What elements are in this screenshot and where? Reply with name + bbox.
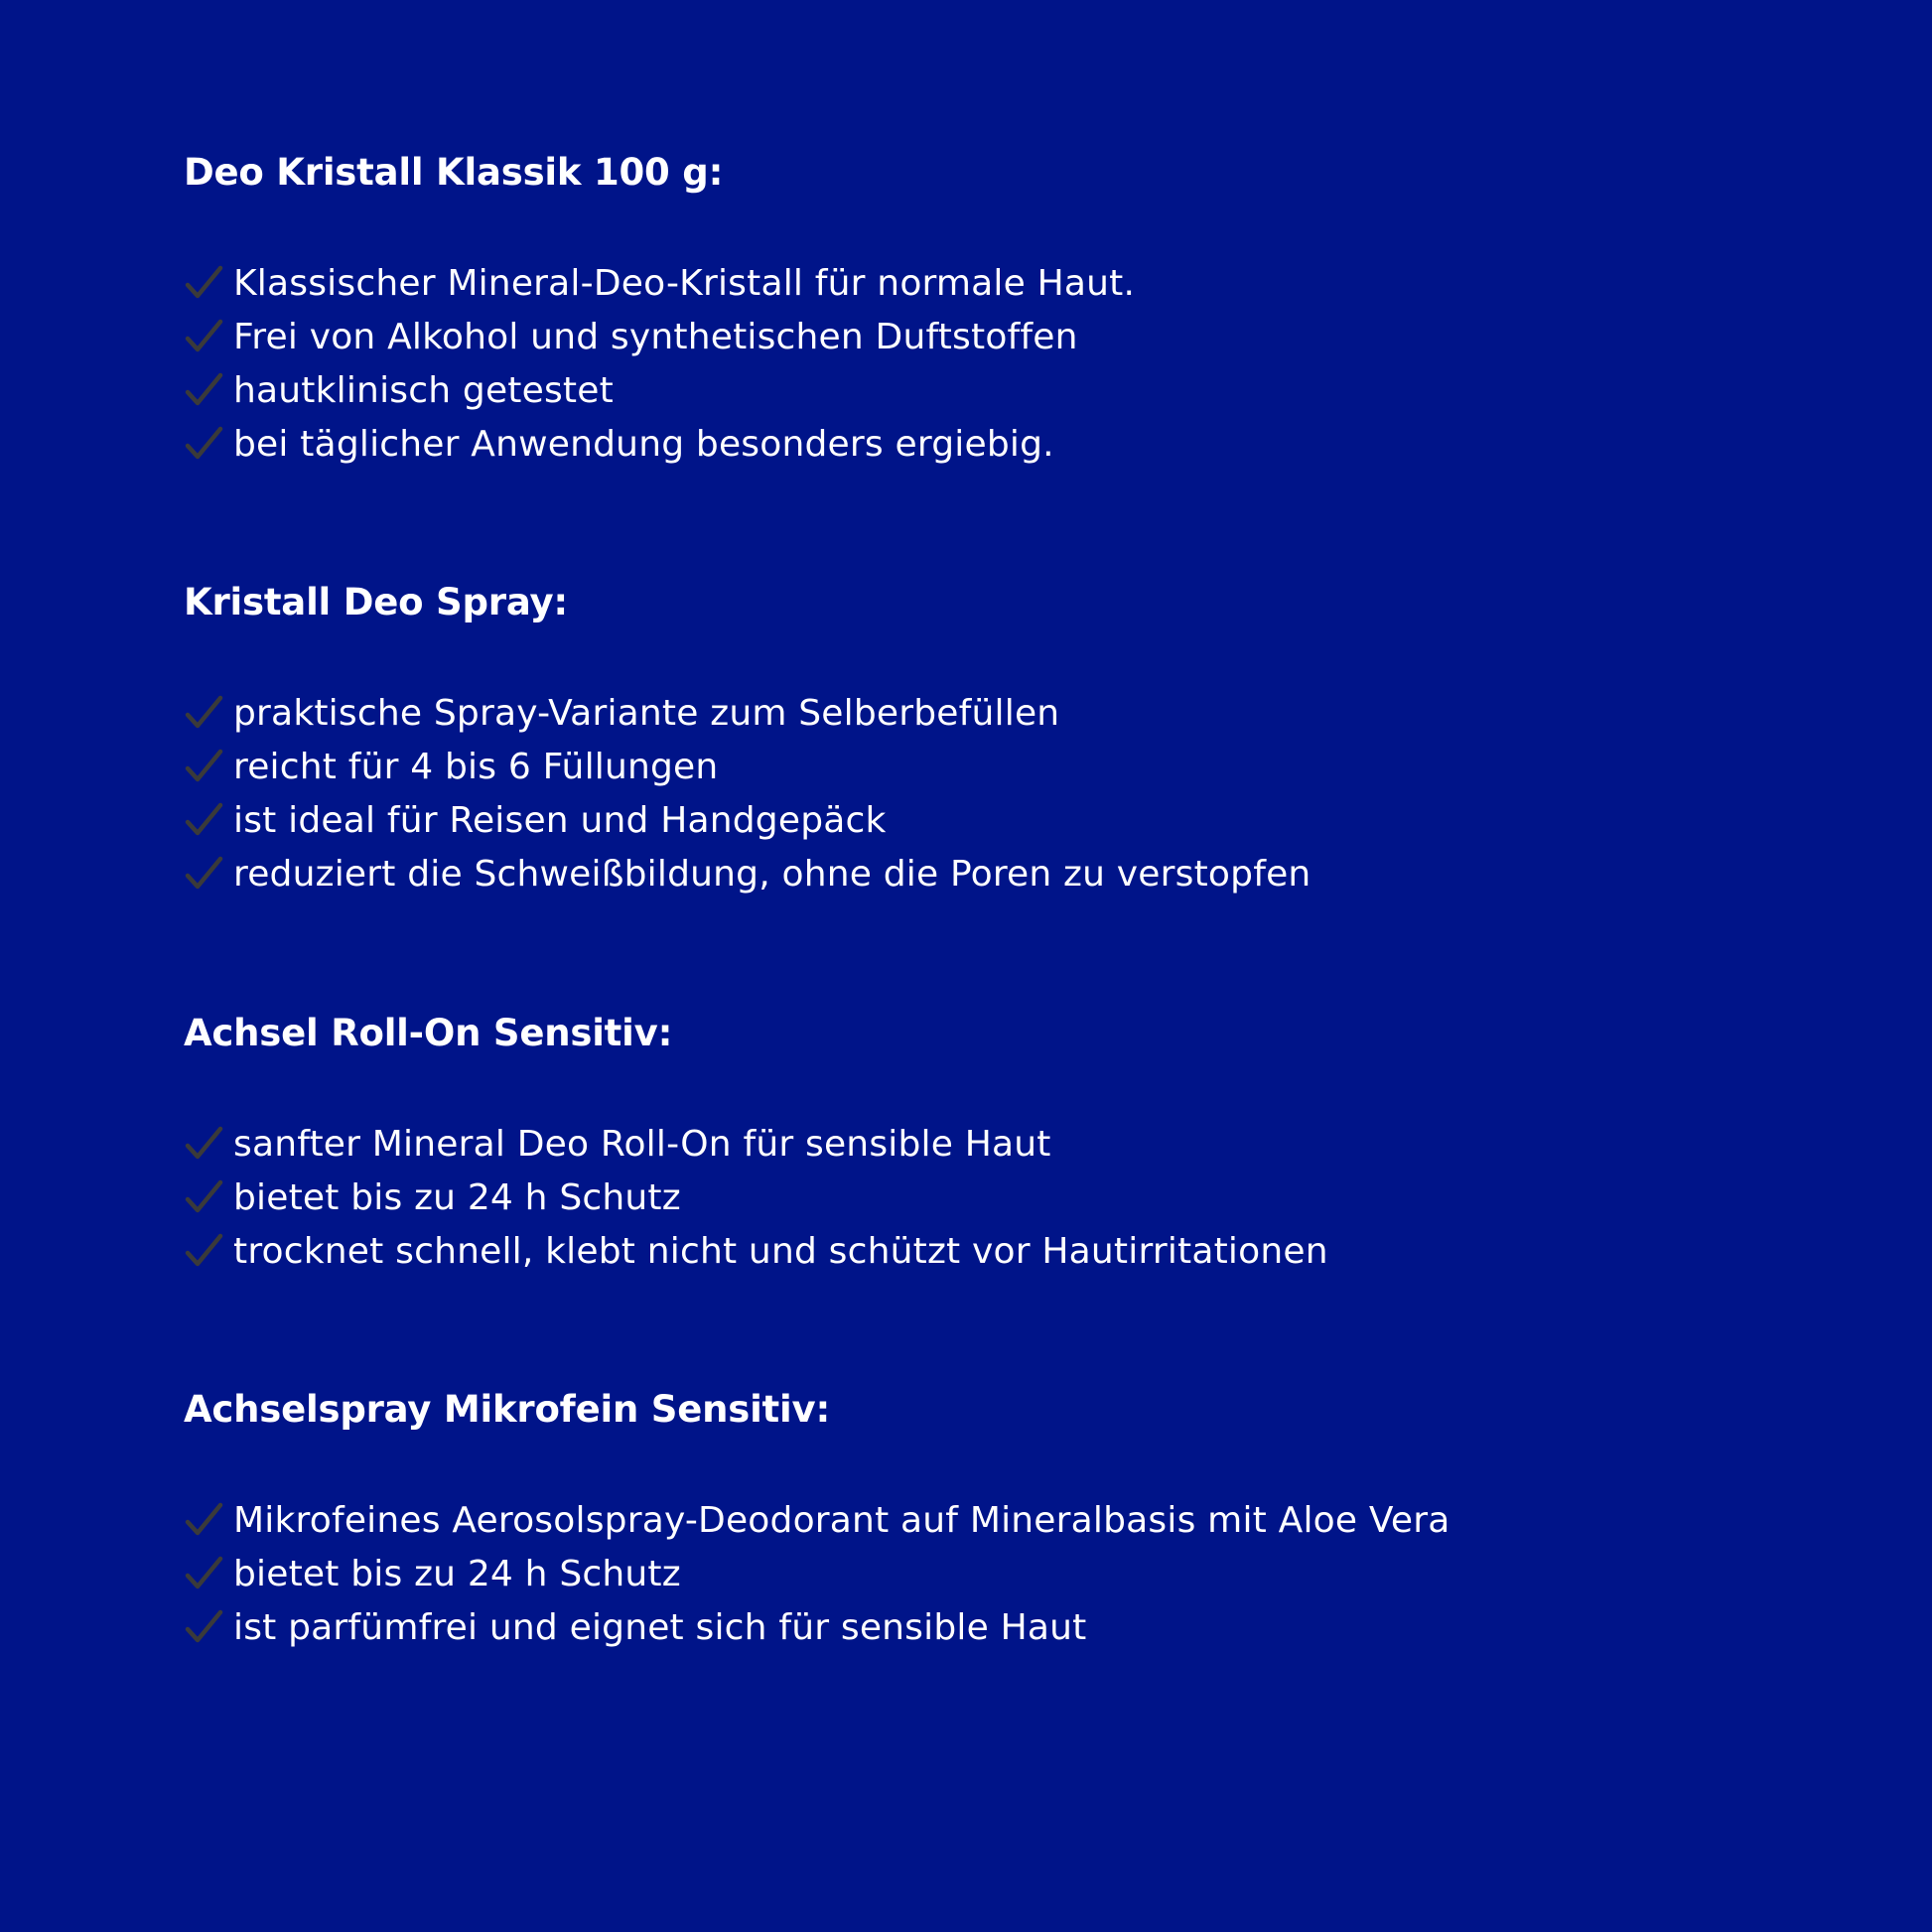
feature-list: [184, 256, 1871, 471]
feature-list: [184, 686, 1871, 900]
list-item: [184, 686, 1871, 740]
list-item-text: reicht für 4 bis 6 Füllungen: [233, 746, 719, 787]
checkmark-icon: [184, 1124, 223, 1164]
list-item: [184, 1171, 1871, 1224]
list-item-text: trocknet schnell, klebt nicht und schützt vor Hautirritationen: [233, 1230, 1328, 1272]
section-title: Kristall Deo Spray:: [184, 581, 568, 623]
checkmark-icon: [184, 424, 223, 464]
list-item: [184, 363, 1871, 417]
feature-list: [184, 1117, 1871, 1278]
list-item: [184, 417, 1871, 471]
checkmark-icon: [184, 1500, 223, 1540]
section-title: Achsel Roll-On Sensitiv:: [184, 1012, 673, 1054]
feature-list: [184, 1493, 1871, 1654]
list-item-text: reduziert die Schweißbildung, ohne die Poren zu verstopfen: [233, 853, 1311, 895]
list-item-text: hautklinisch getestet: [233, 369, 614, 411]
checkmark-icon: [184, 1231, 223, 1271]
list-item-text: ist ideal für Reisen und Handgepäck: [233, 799, 887, 841]
list-item-text: bietet bis zu 24 h Schutz: [233, 1553, 681, 1594]
checkmark-icon: [184, 370, 223, 410]
list-item: [184, 793, 1871, 847]
list-item: [184, 1493, 1871, 1547]
section-achsel-roll-on-sensitiv: [184, 1012, 1871, 1278]
section-title: Deo Kristall Klassik 100 g:: [184, 151, 724, 194]
checkmark-icon: [184, 1607, 223, 1647]
list-item-text: bietet bis zu 24 h Schutz: [233, 1176, 681, 1218]
checkmark-icon: [184, 800, 223, 840]
checkmark-icon: [184, 747, 223, 786]
checkmark-icon: [184, 263, 223, 303]
list-item-text: praktische Spray-Variante zum Selberbefüllen: [233, 692, 1060, 734]
list-item-text: bei täglicher Anwendung besonders ergiebig.: [233, 423, 1054, 465]
section-achselspray-mikrofein-sensitiv: [184, 1388, 1871, 1654]
section-title: Achselspray Mikrofein Sensitiv:: [184, 1388, 831, 1431]
list-item: [184, 740, 1871, 793]
list-item-text: Mikrofeines Aerosolspray-Deodorant auf Mineralbasis mit Aloe Vera: [233, 1499, 1450, 1541]
list-item-text: Frei von Alkohol und synthetischen Duftstoffen: [233, 316, 1078, 357]
list-item-text: ist parfümfrei und eignet sich für sensible Haut: [233, 1606, 1087, 1648]
list-item: [184, 1547, 1871, 1600]
checkmark-icon: [184, 854, 223, 894]
checkmark-icon: [184, 317, 223, 356]
list-item: [184, 1117, 1871, 1171]
checkmark-icon: [184, 1177, 223, 1217]
list-item: [184, 847, 1871, 900]
list-item: [184, 256, 1871, 310]
list-item: [184, 1224, 1871, 1278]
list-item: [184, 310, 1871, 363]
list-item-text: sanfter Mineral Deo Roll-On für sensible Haut: [233, 1123, 1051, 1165]
checkmark-icon: [184, 693, 223, 733]
section-deo-kristall-klassik: [184, 151, 1871, 471]
list-item-text: Klassischer Mineral-Deo-Kristall für normale Haut.: [233, 262, 1136, 304]
section-kristall-deo-spray: [184, 581, 1871, 900]
checkmark-icon: [184, 1554, 223, 1593]
list-item: [184, 1600, 1871, 1654]
